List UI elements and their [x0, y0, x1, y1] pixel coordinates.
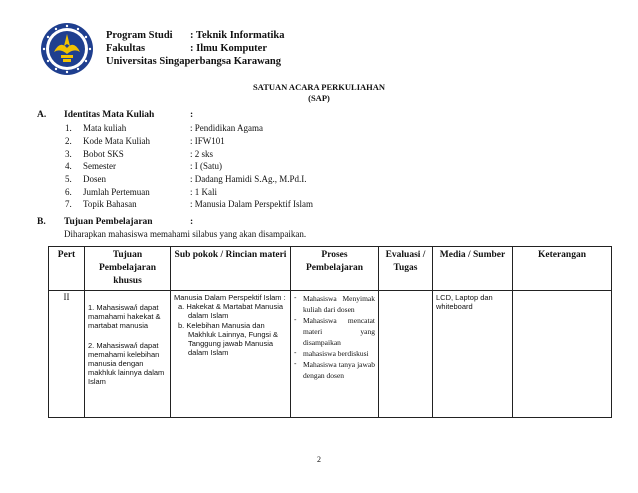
table-header-row [49, 247, 612, 291]
identity-row-number: 7. [65, 199, 72, 209]
cell-proses [291, 291, 379, 418]
identity-row-label: Mata kuliah [83, 123, 127, 133]
cell-sub-pokok [171, 291, 291, 418]
column-header-evaluasi: Evaluasi / Tugas [379, 247, 433, 291]
identity-row-label: Bobot SKS [83, 149, 124, 159]
sub-pokok-item: a. Hakekat & Martabat Manusia dalam Islam [178, 302, 284, 321]
header-label-program-studi: Program Studi [106, 30, 173, 41]
proses-item: - Mahasiswa Menyimak kuliah dari dosen [294, 293, 375, 314]
identity-row-value: : Pendidikan Agama [190, 123, 263, 133]
identity-row-number: 1. [65, 123, 72, 133]
sap-table [48, 246, 612, 418]
identity-row-number: 3. [65, 149, 72, 159]
tujuan-item: 1. Mahasiswa/i dapat mamahami hakekat & martabat manusia [88, 303, 161, 331]
cell-evaluasi [379, 291, 433, 418]
header-university-name: Universitas Singaperbangsa Karawang [106, 56, 282, 67]
page-number: 2 [317, 455, 321, 464]
document-subtitle: (SAP) [308, 93, 330, 103]
tujuan-item: 2. Mahasiswa/i dapat memahami kelebihan manusia dengan makhluk lainnya dalam Islam [88, 340, 165, 387]
identity-row-label: Topik Bahasan [83, 199, 137, 209]
section-a-letter: A. [37, 110, 47, 120]
section-b-heading: Tujuan Pembelajaran [64, 217, 153, 227]
proses-item: - Mahasiswa tanya jawab dengan dosen [294, 359, 375, 380]
column-header-media: Media / Sumber [433, 247, 513, 291]
identity-row-label: Jumlah Pertemuan [83, 187, 150, 197]
proses-item: - Mahasiswa mencatat materi yang disampaikan [294, 315, 375, 347]
identity-row-value: : IFW101 [190, 136, 225, 146]
identity-row-number: 6. [65, 187, 72, 197]
column-header-pert: Pert [49, 247, 85, 291]
sub-pokok-intro: Manusia Dalam Perspektif Islam : [174, 293, 286, 302]
header-value-program-studi: : Teknik Informatika [190, 30, 285, 41]
cell-pert: II [49, 291, 85, 418]
document-title: SATUAN ACARA PERKULIAHAN [252, 82, 386, 92]
identity-row-value: : 2 sks [190, 149, 214, 159]
column-header-keterangan: Keterangan [513, 247, 612, 291]
proses-item: - mahasiswa berdiskusi [294, 348, 369, 358]
section-b-colon: : [190, 217, 194, 227]
identity-row-value: : 1 Kali [190, 187, 217, 197]
cell-keterangan [513, 291, 612, 418]
section-b-letter: B. [37, 217, 46, 227]
identity-row-label: Kode Mata Kuliah [83, 136, 150, 146]
identity-row-number: 4. [65, 161, 72, 171]
section-a-heading: Identitas Mata Kuliah [64, 110, 155, 120]
header-value-fakultas: : Ilmu Komputer [190, 43, 267, 54]
table-row [49, 291, 612, 418]
cell-media: LCD, Laptop dan whiteboard [433, 291, 513, 418]
identity-row-label: Dosen [83, 174, 106, 184]
column-header-tujuan: Tujuan Pembelajaran khusus [85, 247, 171, 291]
column-header-sub-pokok: Sub pokok / Rincian materi [171, 247, 291, 291]
identity-row-label: Semester [83, 161, 116, 171]
section-a-colon: : [190, 110, 194, 120]
identity-row-number: 2. [65, 136, 72, 146]
sub-pokok-item: b. Kelebihan Manusia dan Makhluk Lainnya, Fungsi & Tanggung jawab Manusia dalam Islam [178, 320, 279, 358]
identity-row-value: : Manusia Dalam Perspektif Islam [190, 199, 313, 209]
column-header-proses: Proses Pembelajaran [291, 247, 379, 291]
section-b-text: Diharapkan mahasiswa memahami silabus yang akan disampaikan. [64, 229, 307, 239]
cell-tujuan [85, 291, 171, 418]
identity-row-value: : I (Satu) [190, 161, 222, 171]
identity-row-value: : Dadang Hamidi S.Ag., M.Pd.I. [190, 174, 307, 184]
identity-row-number: 5. [65, 174, 72, 184]
header-label-fakultas: Fakultas [106, 43, 146, 54]
university-seal-icon [40, 22, 94, 76]
